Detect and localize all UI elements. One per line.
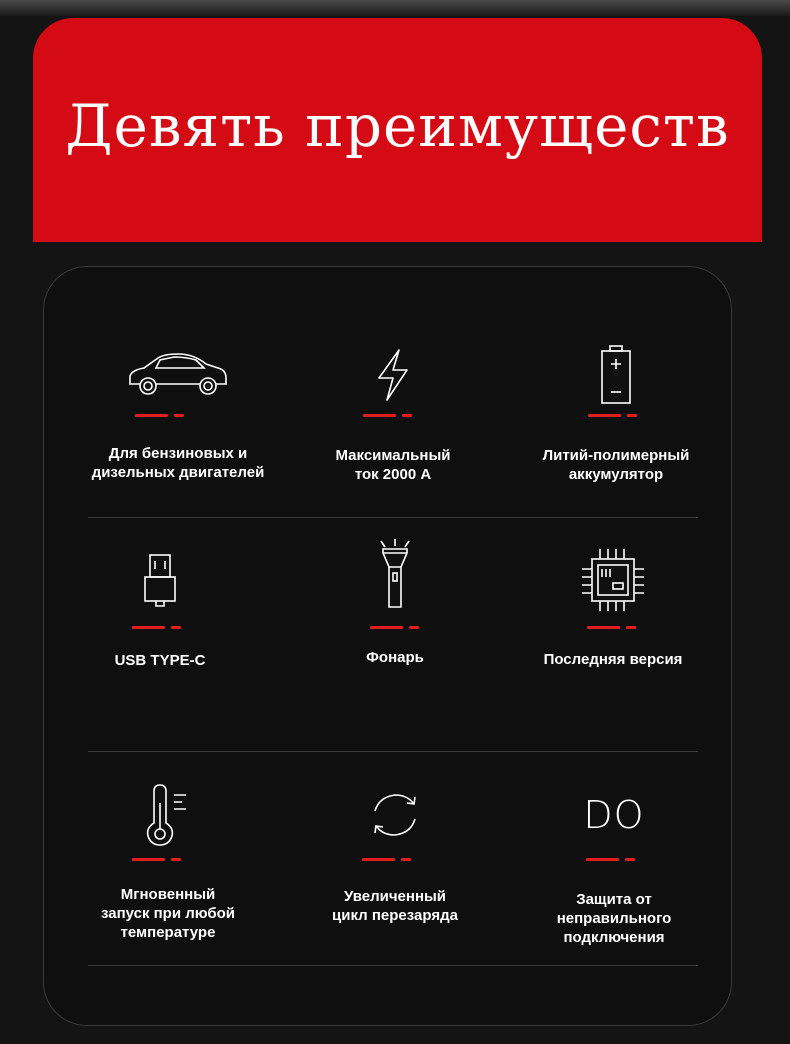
feature-label: Фонарь — [366, 649, 424, 666]
red-dash — [171, 858, 181, 861]
battery-icon — [516, 340, 716, 410]
row-divider — [88, 965, 698, 966]
red-dash — [132, 858, 165, 861]
usb-icon — [60, 545, 260, 615]
feature-label: Для бензиновых и дизельных двигателей — [91, 445, 265, 481]
red-dash — [409, 626, 419, 629]
red-dash — [171, 626, 181, 629]
red-dash — [401, 858, 411, 861]
row-divider — [88, 751, 698, 752]
red-dash — [370, 626, 403, 629]
red-dash — [174, 414, 184, 417]
red-dash — [625, 858, 635, 861]
red-dash — [132, 626, 165, 629]
feature-label: Максимальный ток 2000 А — [335, 447, 451, 483]
red-dash — [135, 414, 168, 417]
lightning-icon — [293, 340, 493, 410]
red-dash — [586, 858, 619, 861]
recycle-arrows-icon — [295, 780, 495, 850]
red-dash — [588, 414, 621, 417]
page-title: Девять преимуществ — [65, 92, 730, 160]
car-icon — [78, 340, 278, 410]
do-icon: DO — [583, 793, 645, 837]
feature-label: Защита от неправильного подключения — [556, 891, 672, 946]
feature-label: Последняя версия — [543, 651, 683, 668]
red-dash — [362, 858, 395, 861]
feature-label: Литий-полимерный аккумулятор — [542, 447, 690, 483]
feature-label: USB TYPE-C — [114, 652, 206, 669]
title-banner — [33, 18, 762, 242]
feature-label: Увеличенный цикл перезаряда — [332, 888, 458, 924]
red-dash — [402, 414, 412, 417]
thermometer-icon — [68, 780, 268, 850]
flashlight-icon — [295, 540, 495, 610]
chip-icon — [513, 545, 713, 615]
red-dash — [363, 414, 396, 417]
red-dash — [627, 414, 637, 417]
red-dash — [587, 626, 620, 629]
row-divider — [88, 517, 698, 518]
red-dash — [626, 626, 636, 629]
top-strip — [0, 0, 790, 16]
feature-label: Мгновенный запуск при любой температуре — [100, 886, 236, 941]
